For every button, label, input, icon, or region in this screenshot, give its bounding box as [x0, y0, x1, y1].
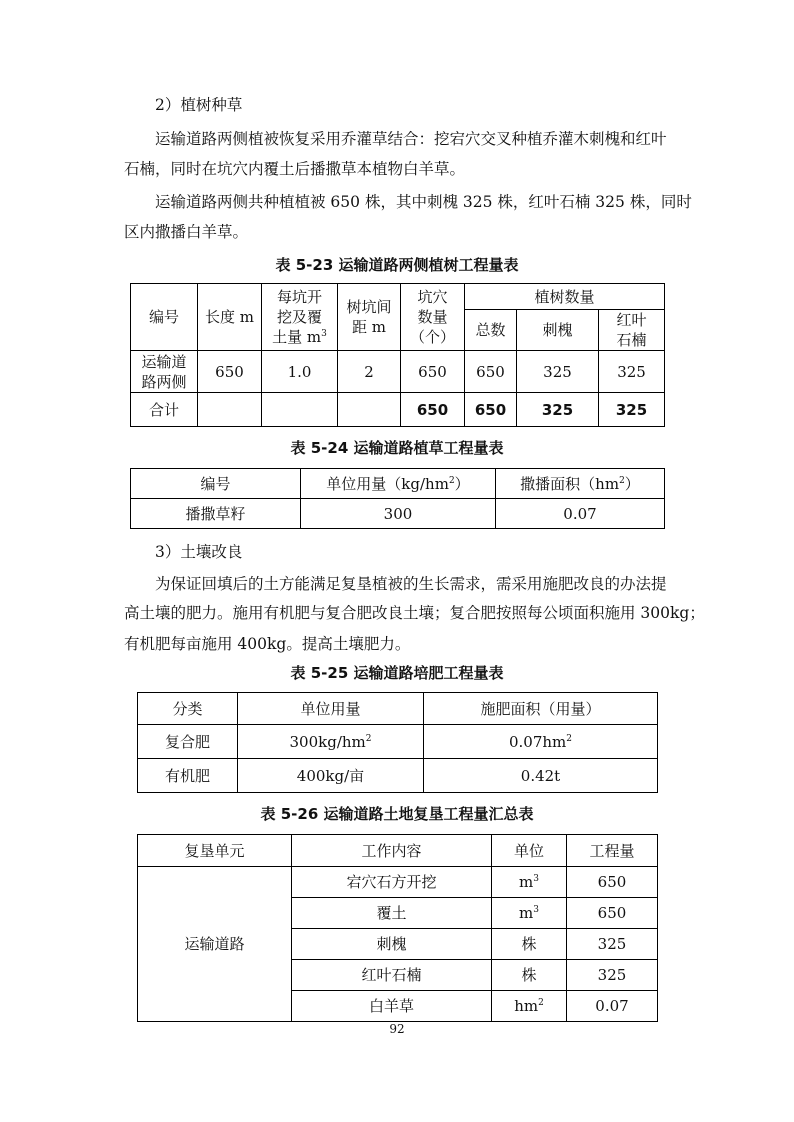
header-total: 总数: [465, 310, 517, 351]
cell-empty: [262, 393, 338, 427]
header-locust: 刺槐: [517, 310, 599, 351]
cell-value: 400kg/亩: [238, 759, 424, 793]
cell-work: 宕穴石方开挖: [292, 867, 492, 898]
cell-value: 650: [401, 351, 465, 393]
cell-value: 650: [465, 393, 517, 427]
header-id: 编号: [131, 284, 198, 351]
header-pit-count: 坑穴 数量 （个）: [401, 284, 465, 351]
table-caption-5-25: 表 5-25 运输道路培肥工程量表: [290, 664, 504, 682]
cell-measure: 株: [492, 929, 567, 960]
paragraph-line: 为保证回填后的土方能满足复垦植被的生长需求，需采用施肥改良的办法提: [155, 575, 667, 593]
cell-value: 650: [401, 393, 465, 427]
table-caption-5-23: 表 5-23 运输道路两侧植树工程量表: [275, 256, 519, 274]
header-unit: 复垦单元: [138, 835, 292, 867]
table-5-23: [130, 283, 665, 427]
header-length: 长度 m: [198, 284, 262, 351]
cell-name: 复合肥: [138, 725, 238, 759]
paragraph-line: 高土壤的肥力。施用有机肥与复合肥改良土壤；复合肥按照每公顷面积施用 300kg；: [124, 604, 705, 622]
cell-quantity: 650: [567, 867, 658, 898]
cell-group: 运输道路: [138, 867, 292, 1022]
cell-measure: 株: [492, 960, 567, 991]
table-row: [138, 725, 658, 759]
paragraph-line: 有机肥每亩施用 400kg。提高土壤肥力。: [124, 635, 411, 653]
cell-value: 2: [338, 351, 401, 393]
cell-value: $0.07hm^2$: [424, 725, 658, 759]
cell-quantity: 0.07: [567, 991, 658, 1022]
cell-value: $300kg/hm^2$: [238, 725, 424, 759]
header-area: 撒播面积$(hm^2)$: [496, 469, 665, 499]
header-dose: 单位用量$(kg/hm^2)$: [301, 469, 496, 499]
table-row: [138, 759, 658, 793]
cell-value: 325: [599, 351, 665, 393]
table-row: [138, 867, 658, 898]
table-caption-5-24: 表 5-24 运输道路植草工程量表: [290, 439, 504, 457]
header-dose: 单位用量: [238, 693, 424, 725]
table-row-total: [131, 393, 665, 427]
cell-measure: $m^3$: [492, 867, 567, 898]
cell-value: 325: [517, 351, 599, 393]
cell-quantity: 325: [567, 929, 658, 960]
cell-measure: $hm^2$: [492, 991, 567, 1022]
cell-work: 红叶石楠: [292, 960, 492, 991]
section-heading-soil: 3）土壤改良: [155, 543, 243, 561]
cell-value: 0.42t: [424, 759, 658, 793]
header-id: 编号: [131, 469, 301, 499]
header-work: 工作内容: [292, 835, 492, 867]
table-5-24: [130, 468, 665, 529]
page-number: 92: [389, 1022, 405, 1036]
header-spacing: 树坑间 距 m: [338, 284, 401, 351]
cell-value: 300: [301, 499, 496, 529]
header-volume: 每坑开 挖及覆 土量 $m^3$: [262, 284, 338, 351]
cell-work: 刺槐: [292, 929, 492, 960]
table-5-26: [137, 834, 658, 1022]
cell-name: 合计: [131, 393, 198, 427]
cell-name: 有机肥: [138, 759, 238, 793]
section-heading-planting: 2）植树种草: [155, 96, 243, 114]
table-row: [131, 499, 665, 529]
header-quantity: 工程量: [567, 835, 658, 867]
header-tree-count: 植树数量: [465, 284, 665, 310]
cell-empty: [338, 393, 401, 427]
header-type: 分类: [138, 693, 238, 725]
header-measure: 单位: [492, 835, 567, 867]
cell-value: 650: [465, 351, 517, 393]
paragraph-line: 运输道路两侧植被恢复采用乔灌草结合：挖宕穴交叉种植乔灌木刺槐和红叶: [155, 130, 667, 148]
cell-name: 运输道 路两侧: [131, 351, 198, 393]
cell-quantity: 325: [567, 960, 658, 991]
cell-work: 覆土: [292, 898, 492, 929]
cell-empty: [198, 393, 262, 427]
cell-name: 播撒草籽: [131, 499, 301, 529]
cell-quantity: 650: [567, 898, 658, 929]
header-photinia: 红叶 石楠: [599, 310, 665, 351]
cell-value: 325: [517, 393, 599, 427]
paragraph-line: 运输道路两侧共种植植被 650 株，其中刺槐 325 株，红叶石楠 325 株，同时: [155, 193, 692, 211]
cell-value: 325: [599, 393, 665, 427]
table-5-25: [137, 692, 658, 793]
table-caption-5-26: 表 5-26 运输道路土地复垦工程量汇总表: [260, 805, 534, 823]
paragraph-line: 区内撒播白羊草。: [124, 223, 249, 241]
paragraph-line: 石楠，同时在坑穴内覆土后播撒草本植物白羊草。: [124, 160, 466, 178]
cell-value: 1.0: [262, 351, 338, 393]
cell-measure: $m^3$: [492, 898, 567, 929]
cell-work: 白羊草: [292, 991, 492, 1022]
cell-value: 0.07: [496, 499, 665, 529]
table-row: [131, 351, 665, 393]
cell-value: 650: [198, 351, 262, 393]
header-area: 施肥面积（用量）: [424, 693, 658, 725]
